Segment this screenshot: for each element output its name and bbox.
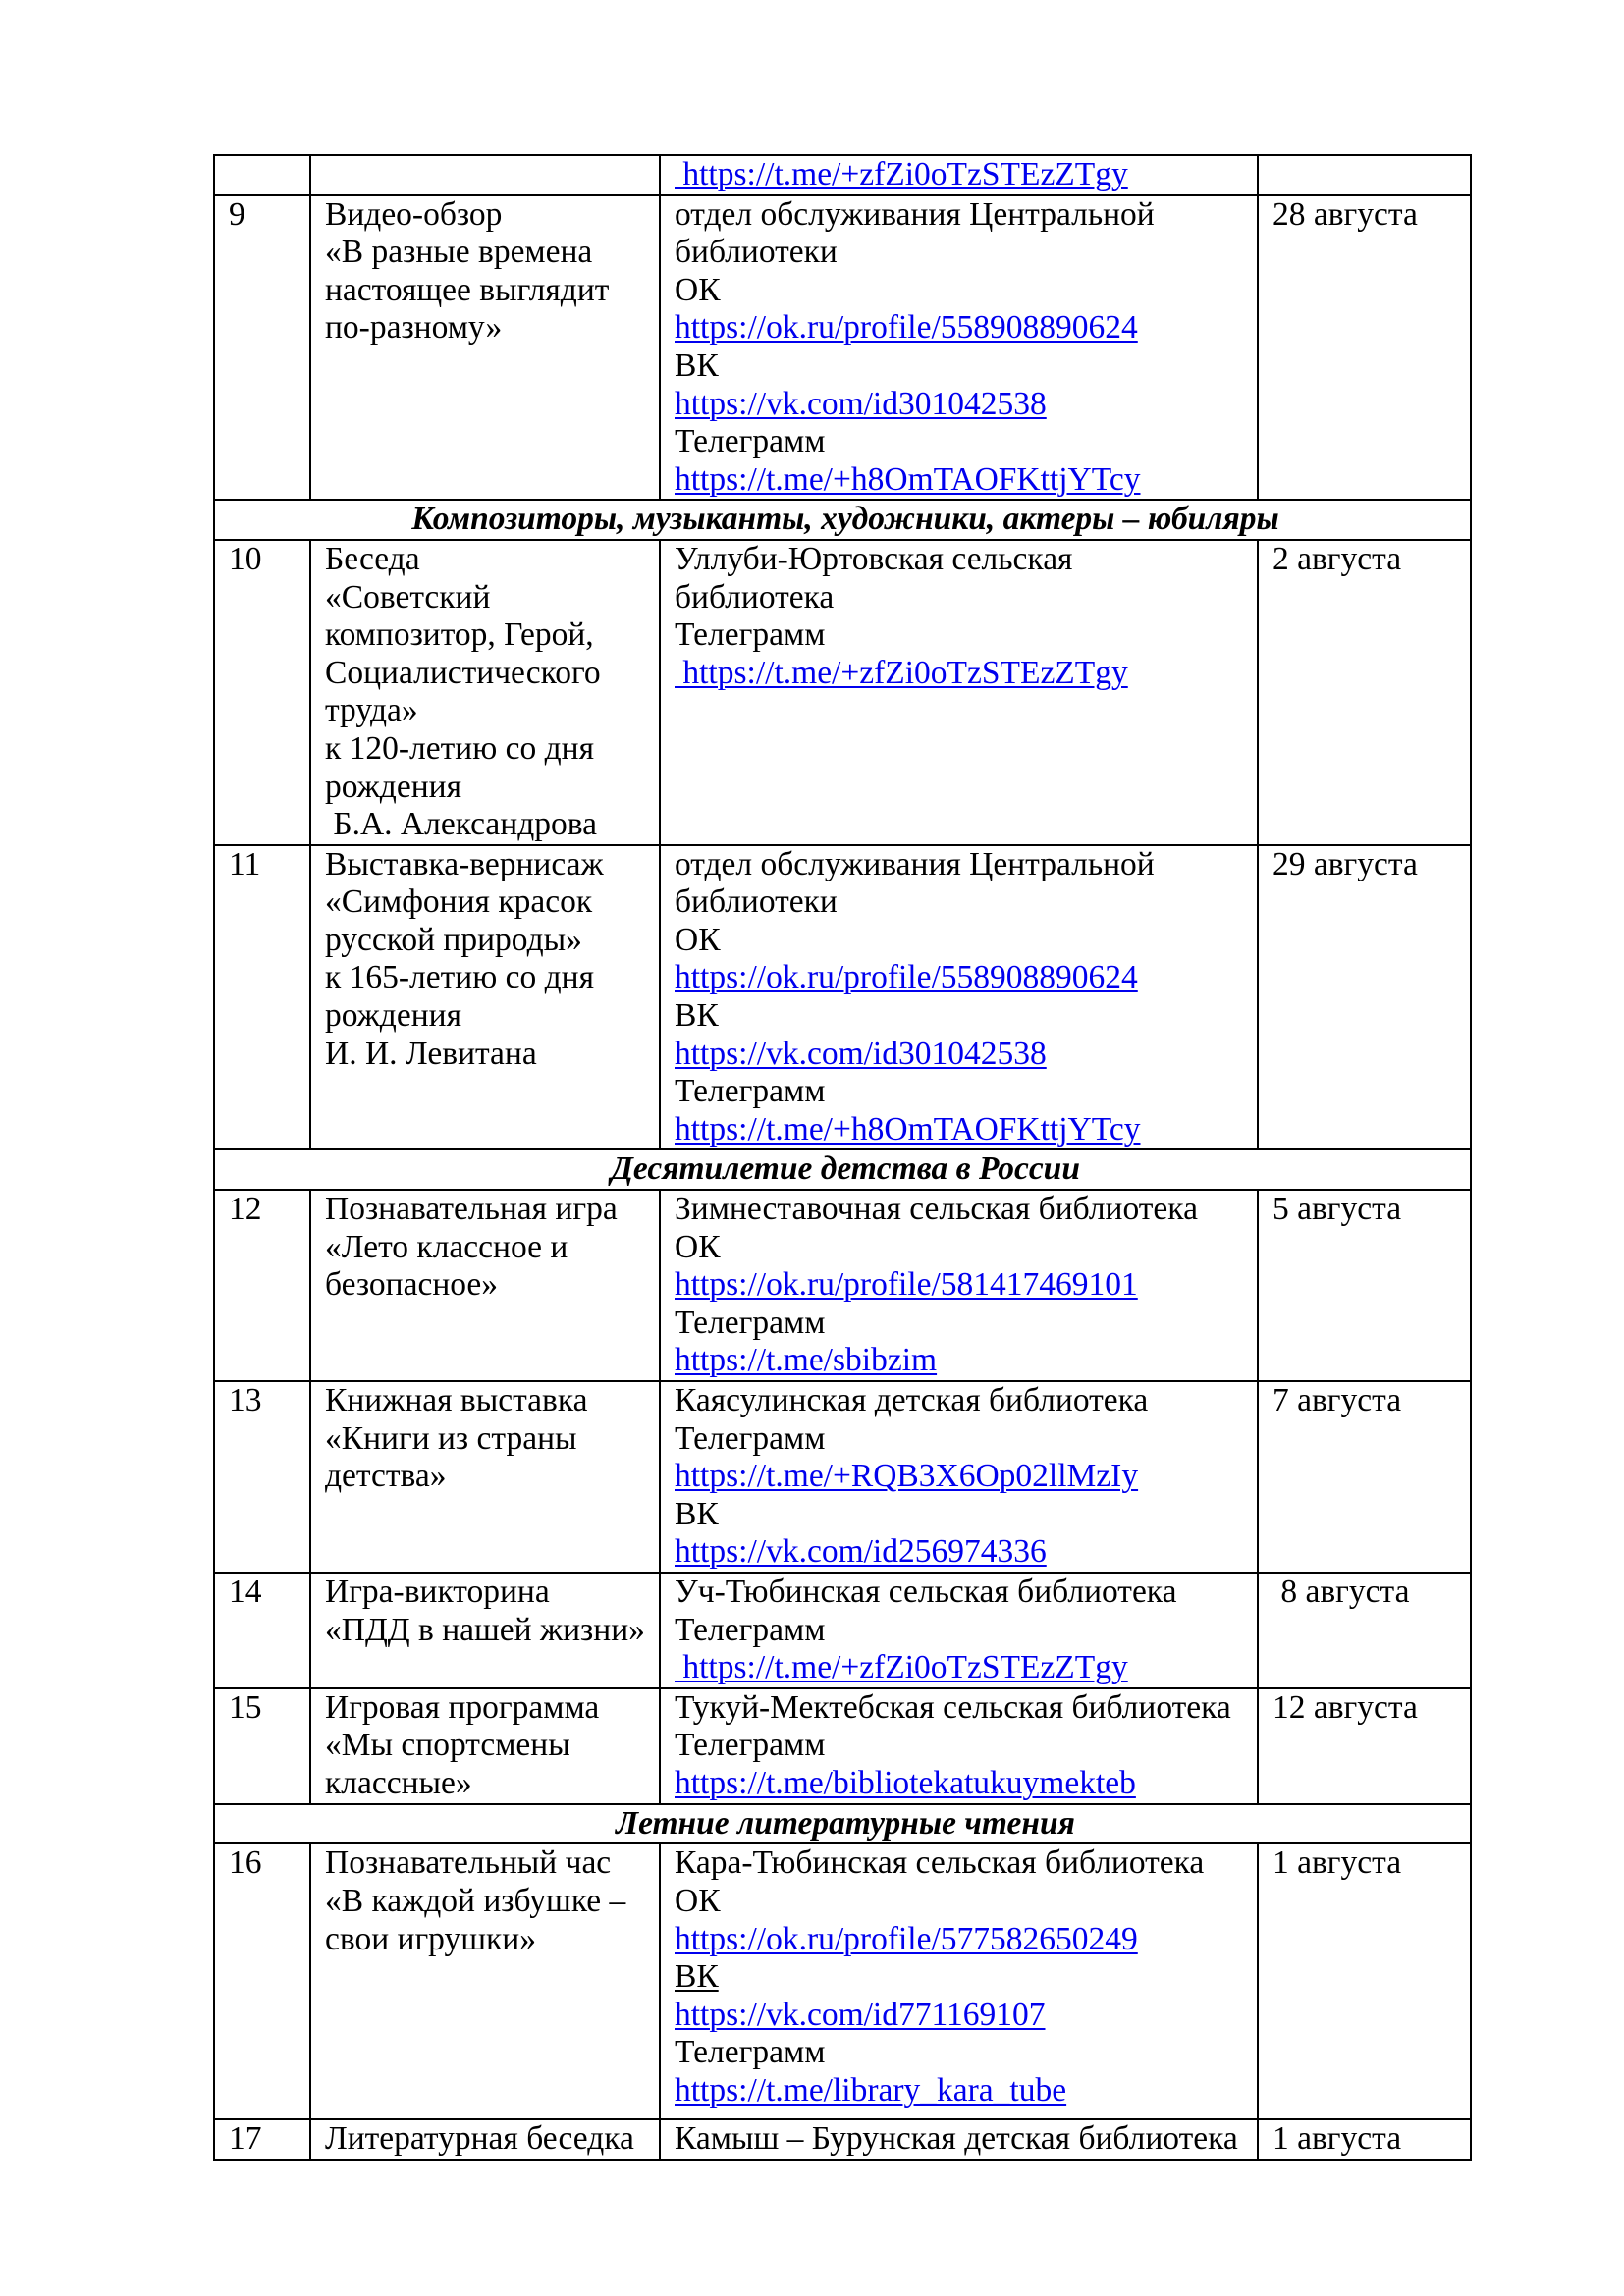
vk-link-line	[675, 386, 1249, 424]
table-row	[214, 845, 1471, 1150]
event-date: 1 августа	[1272, 1844, 1402, 1882]
row-number: 11	[229, 845, 261, 882]
telegram-label: Телеграмм	[675, 616, 826, 654]
vk-link[interactable]: https://vk.com/id301042538	[675, 385, 1047, 422]
cell-date	[1258, 1381, 1471, 1573]
cell-date	[1258, 1688, 1471, 1804]
event-text: Социалистического	[325, 654, 601, 691]
event-date: 28 августа	[1272, 195, 1418, 233]
venue-text: библиотеки	[675, 234, 838, 271]
cell-event	[310, 2119, 660, 2160]
venue-text: Уллуби-Юртовская сельская	[675, 540, 1073, 577]
event-text: Познавательная игра	[325, 1191, 618, 1228]
telegram-label: Телеграмм	[675, 1419, 826, 1457]
cell-venue	[660, 155, 1258, 195]
telegram-link[interactable]: https://t.me/sbibzim	[675, 1342, 938, 1379]
event-text: И. И. Левитана	[325, 1035, 537, 1072]
telegram-link-line	[675, 655, 1249, 693]
event-text: «Советский	[325, 578, 491, 615]
ok-label: ОК	[675, 1882, 721, 1919]
event-text: «Симфония красок	[325, 883, 593, 921]
event-text: рождения	[325, 997, 461, 1035]
venue-text: Камыш – Бурунская детская библиотека	[675, 2120, 1238, 2158]
event-text: по-разному»	[325, 309, 503, 347]
venue-text: библиотеки	[675, 883, 838, 921]
ok-link[interactable]: https://ok.ru/profile/581417469101	[675, 1266, 1138, 1304]
event-text: «В разные времена	[325, 234, 593, 271]
cell-venue	[660, 2119, 1258, 2160]
cell-number	[214, 1381, 310, 1573]
ok-link[interactable]: https://ok.ru/profile/558908890624	[675, 959, 1138, 996]
table-row	[214, 1381, 1471, 1573]
event-text: Видео-обзор	[325, 195, 503, 233]
event-text: детства»	[325, 1458, 447, 1495]
cell-event	[310, 845, 660, 1150]
telegram-label: Телеграмм	[675, 1304, 826, 1341]
event-text: Игра-викторина	[325, 1573, 550, 1610]
event-text: русской природы»	[325, 921, 582, 958]
cell-event	[310, 1190, 660, 1381]
cell-number	[214, 540, 310, 845]
cell-venue	[660, 195, 1258, 501]
cell-number	[214, 1688, 310, 1804]
event-date: 2 августа	[1272, 540, 1402, 577]
event-text: «Лето классное и	[325, 1228, 568, 1265]
cell-event	[310, 1573, 660, 1688]
event-text: «Книги из страны	[325, 1419, 577, 1457]
telegram-link[interactable]: https://t.me/+h8OmTAOFKttjYTcy	[675, 460, 1141, 498]
section-heading: Композиторы, музыканты, художники, актеры – юбиляры	[214, 500, 1471, 540]
table-row	[214, 1190, 1471, 1381]
vk-link[interactable]: https://vk.com/id771169107	[675, 1996, 1046, 2033]
event-text: Познавательный час	[325, 1844, 612, 1882]
section-heading-row	[214, 500, 1471, 540]
vk-link-line	[675, 1997, 1249, 2035]
table-row-continuation	[214, 155, 1471, 195]
venue-text: отдел обслуживания Центральной	[675, 845, 1155, 882]
event-text: Книжная выставка	[325, 1382, 588, 1418]
venue-text: Каясулинская детская библиотека	[675, 1382, 1149, 1418]
row-number: 16	[229, 1844, 262, 1882]
telegram-link[interactable]: https://t.me/+zfZi0oTzSTEzZTgy	[675, 1649, 1128, 1686]
vk-link-line	[675, 1036, 1249, 1074]
table-row	[214, 1573, 1471, 1688]
row-number: 12	[229, 1191, 262, 1228]
table-row	[214, 1843, 1471, 2119]
cell-venue	[660, 1688, 1258, 1804]
telegram-link[interactable]: https://t.me/+zfZi0oTzSTEzZTgy	[675, 654, 1128, 691]
event-date: 1 августа	[1272, 2120, 1402, 2158]
ok-label: ОК	[675, 271, 721, 308]
telegram-link-line	[675, 1765, 1249, 1803]
vk-link[interactable]: https://vk.com/id256974336	[675, 1533, 1047, 1571]
event-text: рождения	[325, 768, 461, 805]
event-text: «Мы спортсмены	[325, 1727, 570, 1764]
cell-venue	[660, 845, 1258, 1150]
vk-label: ВК	[675, 1495, 719, 1532]
cell-venue	[660, 540, 1258, 845]
event-text: Игровая программа	[325, 1688, 600, 1726]
event-text: Б.А. Александрова	[325, 806, 598, 843]
ok-link[interactable]: https://ok.ru/profile/558908890624	[675, 309, 1138, 347]
telegram-link[interactable]: https://t.me/bibliotekatukuymekteb	[675, 1764, 1136, 1801]
vk-label-line	[675, 1958, 1249, 1997]
event-text: композитор, Герой,	[325, 616, 594, 654]
telegram-link[interactable]: https://t.me/library_kara_tube	[675, 2071, 1067, 2109]
cell-date	[1258, 845, 1471, 1150]
event-date: 12 августа	[1272, 1688, 1418, 1726]
event-text: «В каждой избушке –	[325, 1882, 626, 1919]
row-number: 9	[229, 195, 245, 233]
vk-link-line	[675, 1533, 1249, 1572]
event-text: классные»	[325, 1764, 472, 1801]
telegram-label: Телеграмм	[675, 2034, 826, 2071]
event-text: к 120-летию со дня	[325, 729, 594, 767]
cell-event	[310, 540, 660, 845]
cell-event	[310, 1688, 660, 1804]
vk-label: ВК	[675, 347, 719, 384]
telegram-link-line	[675, 1458, 1249, 1496]
cell-date	[1258, 1573, 1471, 1688]
event-text: «ПДД в нашей жизни»	[325, 1611, 645, 1648]
events-table-body	[214, 155, 1471, 2160]
section-heading-row	[214, 1149, 1471, 1190]
cell-number	[214, 1573, 310, 1688]
section-heading: Десятилетие детства в России	[214, 1149, 1471, 1190]
cell-date	[1258, 1190, 1471, 1381]
cell-number	[214, 1190, 310, 1381]
event-date: 5 августа	[1272, 1191, 1402, 1228]
event-date: 7 августа	[1272, 1382, 1402, 1418]
venue-text: отдел обслуживания Центральной	[675, 195, 1155, 233]
event-text: Выставка-вернисаж	[325, 845, 604, 882]
cell-venue	[660, 1190, 1258, 1381]
telegram-link-line	[675, 461, 1249, 500]
cell-date	[1258, 195, 1471, 501]
event-text: безопасное»	[325, 1266, 499, 1304]
telegram-label: Телеграмм	[675, 1073, 826, 1110]
vk-label: ВК	[675, 1958, 719, 1996]
cell-date	[1258, 155, 1471, 195]
ok-link-line	[675, 1921, 1249, 1959]
row-number: 14	[229, 1573, 262, 1610]
cell-event	[310, 195, 660, 501]
venue-text: библиотека	[675, 578, 835, 615]
ok-label: ОК	[675, 921, 721, 958]
venue-text: Зимнеставочная сельская библиотека	[675, 1191, 1198, 1228]
cell-event	[310, 1843, 660, 2119]
venue-text: Уч-Тюбинская сельская библиотека	[675, 1573, 1177, 1610]
events-table	[213, 154, 1472, 2161]
cell-number	[214, 155, 310, 195]
row-number: 13	[229, 1382, 262, 1418]
event-text: свои игрушки»	[325, 1920, 536, 1957]
cell-date	[1258, 1843, 1471, 2119]
telegram-link-line	[675, 156, 1249, 194]
cell-number	[214, 2119, 310, 2160]
ok-link-line	[675, 309, 1249, 347]
vk-link[interactable]: https://vk.com/id301042538	[675, 1035, 1047, 1072]
row-number: 10	[229, 540, 262, 577]
venue-text: Кара-Тюбинская сельская библиотека	[675, 1844, 1205, 1882]
telegram-link-line	[675, 1649, 1249, 1687]
cell-venue	[660, 1843, 1258, 2119]
venue-text: Тукуй-Мектебская сельская библиотека	[675, 1688, 1231, 1726]
event-text: настоящее выглядит	[325, 271, 610, 308]
row-number: 17	[229, 2120, 262, 2158]
table-row	[214, 540, 1471, 845]
row-number: 15	[229, 1688, 262, 1726]
ok-link-line	[675, 1266, 1249, 1305]
telegram-label: Телеграмм	[675, 1727, 826, 1764]
event-date: 29 августа	[1272, 845, 1418, 882]
table-row	[214, 1688, 1471, 1804]
ok-link-line	[675, 959, 1249, 997]
vk-label: ВК	[675, 997, 719, 1035]
cell-venue	[660, 1381, 1258, 1573]
event-text: Беседа	[325, 540, 420, 577]
telegram-link-line	[675, 1111, 1249, 1149]
section-heading-row	[214, 1804, 1471, 1844]
telegram-link[interactable]: https://t.me/+RQB3X6Op02llMzIy	[675, 1458, 1139, 1495]
cell-date	[1258, 2119, 1471, 2160]
telegram-label: Телеграмм	[675, 1611, 826, 1648]
cell-date	[1258, 540, 1471, 845]
event-text: к 165-летию со дня	[325, 959, 594, 996]
cell-number	[214, 1843, 310, 2119]
event-text: труда»	[325, 692, 418, 729]
cell-event	[310, 155, 660, 195]
telegram-label: Телеграмм	[675, 423, 826, 460]
telegram-link-line	[675, 2072, 1249, 2110]
telegram-link[interactable]: https://t.me/+zfZi0oTzSTEzZTgy	[675, 156, 1128, 192]
event-text: Литературная беседка	[325, 2120, 634, 2158]
telegram-link-line	[675, 1342, 1249, 1380]
table-row	[214, 2119, 1471, 2160]
section-heading: Летние литературные чтения	[214, 1804, 1471, 1844]
cell-number	[214, 845, 310, 1150]
event-date: 8 августа	[1272, 1573, 1410, 1610]
telegram-link[interactable]: https://t.me/+h8OmTAOFKttjYTcy	[675, 1110, 1141, 1148]
ok-label: ОК	[675, 1228, 721, 1265]
cell-event	[310, 1381, 660, 1573]
cell-venue	[660, 1573, 1258, 1688]
table-row	[214, 195, 1471, 501]
ok-link[interactable]: https://ok.ru/profile/577582650249	[675, 1920, 1138, 1957]
cell-number	[214, 195, 310, 501]
